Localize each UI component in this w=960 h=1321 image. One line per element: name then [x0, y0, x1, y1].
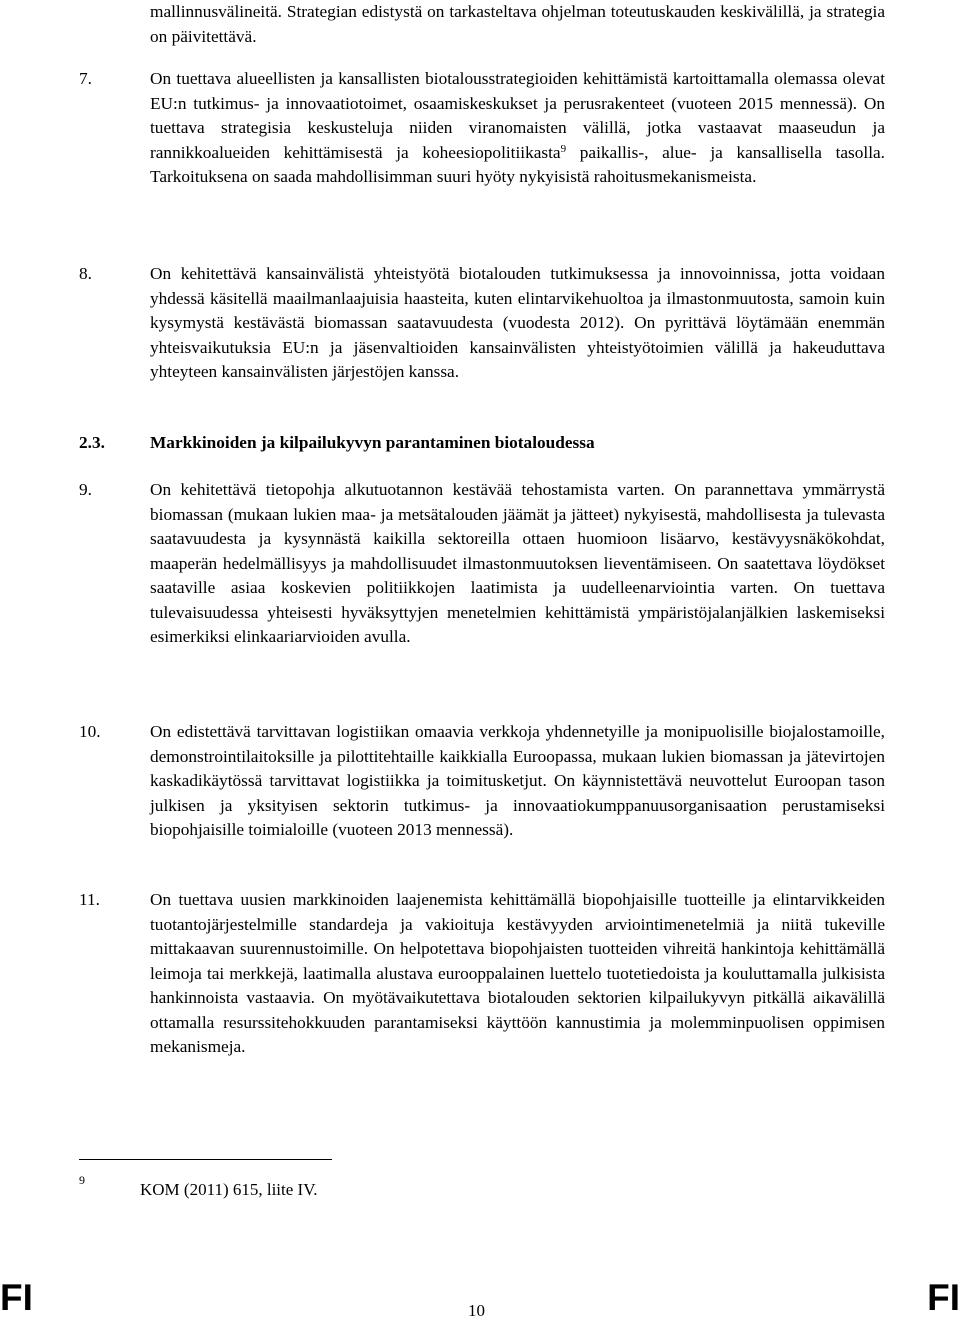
item-text-11: On tuettava uusien markkinoiden laajenemista kehittämällä biopohjaisille tuotteille ja elintarvikkeiden tuotantojärjestelmille standardeja ja vakioituja kestävyyden arviointimenetelmiä ja niitä tukeville mittakaavan suurennustoimille. On helpotettava biopohjaisten tuotteiden vihreitä hankintoja kehittämällä leimoja tai merkkejä, laatimalla alustava eurooppalainen luettelo tuotetiedoista ja kouluttamalla julkisista hankinnoista vastaavia. On myötävaikutettava biotalouden sektorien kilpailukyvyn pitkällä aikavälillä ottamalla resurssitehokkuuden parantamiseksi käyttöön kannustimia ja molemminpuolisen oppimisen mekanismeja. [150, 890, 885, 1056]
footer-language-right: FI [927, 1277, 960, 1318]
paragraph-continuation: mallinnusvälineitä. Strategian edistystä on tarkasteltava ohjelman toteutuskauden keskivälillä, ja strategia on päivitettävä. [150, 2, 885, 46]
item-number-8: 8. [79, 264, 92, 283]
footnote-text: KOM (2011) 615, liite IV. [140, 1180, 318, 1199]
footer-language-left: FI [0, 1277, 33, 1318]
item-number-10: 10. [79, 722, 101, 741]
footnote-reference: 9 [560, 142, 567, 155]
item-7-text-part2: paikallis-, alue- ja kansallisella tasolla. Tarkoituksena on saada mahdollisimman suuri hyöty nykyisistä rahoitusmekanismeista. [150, 142, 886, 186]
item-text-7 [150, 67, 885, 190]
page-number: 10 [468, 1301, 485, 1320]
item-number-11: 11. [79, 890, 100, 909]
footnote-mark: 9 [79, 1173, 85, 1187]
item-text-10: On edistettävä tarvittavan logistiikan omaavia verkkoja yhdennetyille ja monipuolisille biojalostamoille, demonstrointilaitoksille ja pilottitehtaille kaikkialla Euroopassa, mukaan lukien biomassan ja jätevirtojen kaskadikäytössä tarvittavat logistiikka ja toimitusketjut. On käynnistettävä neuvottelut Euroopan tason julkisen ja yksityisen sektorin tutkimus- ja innovaatiokumppanuusorganisaation perustamiseksi biopohjaisille toimialoille (vuoteen 2013 mennessä). [150, 722, 885, 839]
item-7-text-part1: On tuettava alueellisten ja kansallisten biotalousstrategioiden kehittämistä kartoittamalla olemassa olevat EU:n tutkimus- ja innovaatiotoimet, osaamiskeskukset ja perusrakenteet (vuoteen 2015 mennessä). On tuettava strategisia keskusteluja niiden viranomaisten välillä, jotka vastaavat maaseudun ja rannikkoalueiden kehittämisestä ja koheesiopolitiikasta [150, 69, 885, 162]
item-number-7: 7. [79, 69, 92, 88]
footnote-separator [79, 1159, 332, 1160]
item-number-9: 9. [79, 480, 92, 499]
section-number: 2.3. [79, 433, 105, 452]
item-text-9: On kehitettävä tietopohja alkutuotannon kestävää tehostamista varten. On parannettava ymmärrystä biomassan (mukaan lukien maa- ja metsätalouden jäämät ja jätteet) nykyisestä, mahdollisesta ja tulevasta saatavuudesta ja kysynnästä kaikilla sektoreilla ottaen huomioon lisäarvo, kestävyysnäkökohdat, maaperän hedelmällisyys ja mahdollisuudet ilmastonmuutoksen lieventämiseen. On saatettava löydökset saataville asiaa koskevien politiikkojen laatimista ja uudelleenarviointia varten. On tuettava tulevaisuudessa yhteisesti hyväksyttyjen menetelmien kehittämistä ympäristöjalanjälkien laskemiseksi esimerkiksi elinkaariarvioiden avulla. [150, 480, 885, 646]
item-text-8: On kehitettävä kansainvälistä yhteistyötä biotalouden tutkimuksessa ja innovoinnissa, jotta voidaan yhdessä käsitellä maailmanlaajuisia haasteita, kuten elintarvikehuoltoa ja ilmastonmuutosta, samoin kuin kysymystä kestävästä biomassan saatavuudesta (vuodesta 2012). On pyrittävä löytämään enemmän yhteisvaikutuksia EU:n ja jäsenvaltioiden kansainvälisten yhteistyötoimien välillä ja hakeuduttava yhteyteen kansainvälisten järjestöjen kanssa. [150, 264, 885, 381]
section-title: Markkinoiden ja kilpailukyvyn parantaminen biotaloudessa [150, 433, 595, 452]
